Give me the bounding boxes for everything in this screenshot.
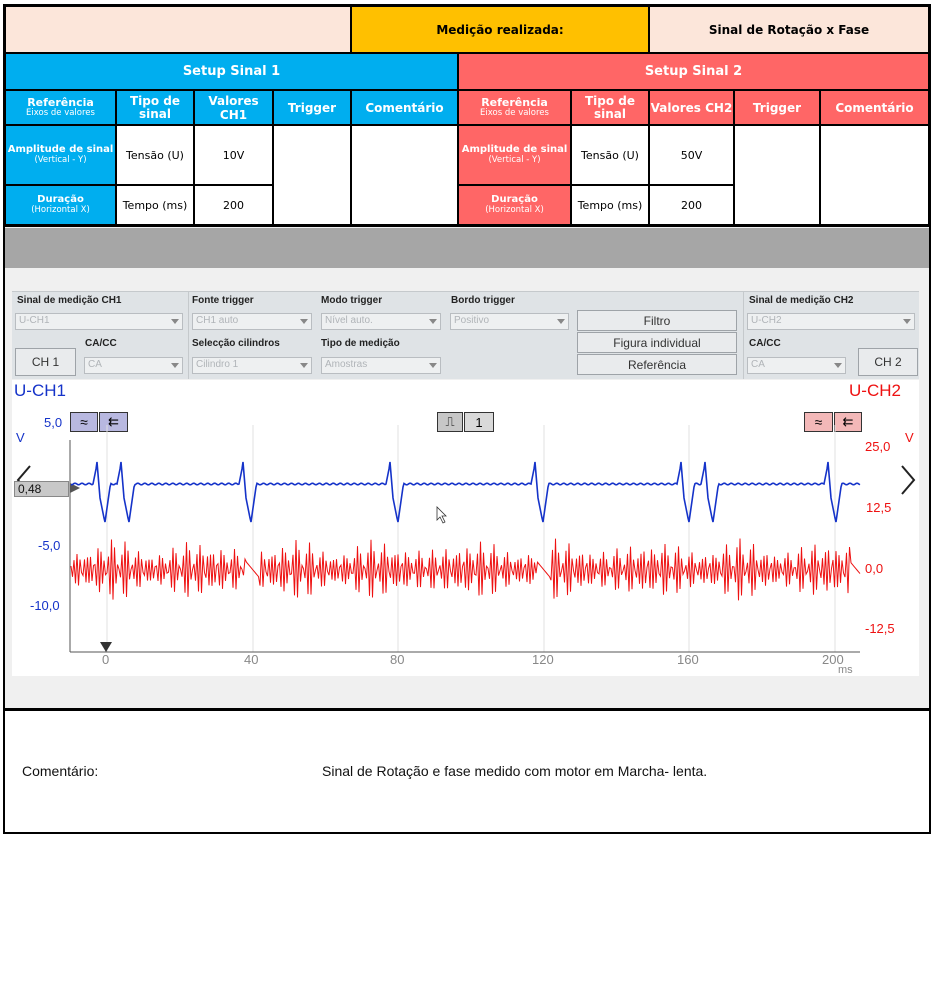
x-tick: 80	[390, 652, 405, 667]
sinal-ch2-label: Sinal de medição CH2	[749, 295, 854, 306]
setup1-comentario-header: Comentário	[351, 90, 458, 125]
ac-wave-icon: ≈	[80, 414, 88, 430]
setup2-ref-header: Referência Eixos de valores	[458, 90, 571, 125]
setup2-duracao-valor: 200	[649, 185, 734, 225]
sinal-ch2-select[interactable]: U-CH2	[747, 313, 915, 330]
ch2-tick: 0,0	[865, 561, 884, 576]
sinal-ch1-label: Sinal de medição CH1	[17, 295, 122, 306]
setup1-trigger-header: Trigger	[273, 90, 351, 125]
grid	[107, 425, 835, 652]
ch2-tick: -12,5	[865, 621, 895, 636]
tipo-medicao-label: Tipo de medição	[321, 338, 400, 349]
ac-wave-icon: ≈	[814, 414, 823, 430]
x-unit: ms	[838, 664, 853, 676]
cilindros-select[interactable]: Cilindro 1	[192, 357, 312, 374]
fonte-trigger-select[interactable]: CH1 auto	[192, 313, 312, 330]
setup1-ref-header: Referência Eixos de valores	[5, 90, 116, 125]
ch1-waveform	[71, 462, 860, 522]
modo-trigger-select[interactable]: Nível auto.	[321, 313, 441, 330]
axis-arrow-icon: ⇇	[108, 414, 119, 429]
ch1-tick: -10,0	[30, 598, 60, 613]
setup1-duracao-ref: Duração (Horizontal X)	[5, 185, 116, 225]
x-tick: 120	[532, 652, 554, 667]
setup2-amplitude-valor: 50V	[649, 125, 734, 185]
setup1-title: Setup Sinal 1	[5, 53, 458, 90]
setup2-duracao-tipo: Tempo (ms)	[571, 185, 649, 225]
setup2-trigger-header: Trigger	[734, 90, 820, 125]
fonte-trigger-label: Fonte trigger	[192, 295, 254, 306]
cacc1-select[interactable]: CA	[84, 357, 183, 374]
cacc2-label: CA/CC	[749, 338, 781, 349]
setup1-amplitude-tipo: Tensão (U)	[116, 125, 194, 185]
trigger-channel-button[interactable]: 1	[464, 412, 494, 432]
setup2-amplitude-tipo: Tensão (U)	[571, 125, 649, 185]
setup2-amplitude-ref: Amplitude de sinal (Vertical - Y)	[458, 125, 571, 185]
setup1-duracao-valor: 200	[194, 185, 273, 225]
cacc1-label: CA/CC	[85, 338, 117, 349]
setup2-tipo-header: Tipo de sinal	[571, 90, 649, 125]
modo-trigger-label: Modo trigger	[321, 295, 383, 306]
setup1-amplitude-ref: Amplitude de sinal (Vertical - Y)	[5, 125, 116, 185]
x-tick: 200	[822, 652, 844, 667]
x-tick: 160	[677, 652, 699, 667]
ch1-tick: -5,0	[38, 538, 61, 553]
measurement-label: Medição realizada:	[351, 6, 649, 53]
ch2-button[interactable]: CH 2	[858, 348, 918, 376]
ch2-tick: 12,5	[866, 500, 892, 515]
ch1-unit: V	[16, 430, 25, 445]
bordo-trigger-select[interactable]: Positivo	[450, 313, 569, 330]
setup1-valores-header: Valores CH1	[194, 90, 273, 125]
setup2-valores-header: Valores CH2	[649, 90, 734, 125]
setup2-duracao-ref: Duração (Horizontal X)	[458, 185, 571, 225]
cilindros-label: Selecção cilindros	[192, 338, 280, 349]
ch2-tick: 25,0	[865, 439, 891, 454]
sinal-ch1-select[interactable]: U-CH1	[15, 313, 183, 330]
mouse-cursor-icon	[437, 507, 446, 523]
setup1-tipo-header: Tipo de sinal	[116, 90, 194, 125]
rising-edge-icon: ⎍	[445, 414, 455, 429]
ch1-button[interactable]: CH 1	[15, 348, 76, 376]
setup1-amplitude-valor: 10V	[194, 125, 273, 185]
trigger-level-marker[interactable]: 0,48	[14, 481, 69, 497]
filtro-button[interactable]: Filtro	[577, 310, 737, 331]
bordo-trigger-label: Bordo trigger	[451, 295, 515, 306]
x-tick: 40	[244, 652, 259, 667]
figura-individual-button[interactable]: Figura individual	[577, 332, 737, 353]
ch2-waveform	[71, 539, 860, 601]
ch2-unit: V	[905, 430, 914, 445]
comment-label: Comentário:	[22, 763, 99, 779]
ch1-name: U-CH1	[14, 381, 66, 400]
ch1-tick: 5,0	[44, 415, 63, 430]
cacc2-select[interactable]: CA	[747, 357, 846, 374]
setup2-title: Setup Sinal 2	[458, 53, 929, 90]
setup2-comentario-header: Comentário	[820, 90, 929, 125]
measurement-value: Sinal de Rotação x Fase	[649, 6, 929, 53]
axis-arrow-icon: ⇇	[842, 414, 854, 429]
referencia-button[interactable]: Referência	[577, 354, 737, 375]
x-tick: 0	[102, 652, 110, 667]
tipo-medicao-select[interactable]: Amostras	[321, 357, 441, 374]
setup1-duracao-tipo: Tempo (ms)	[116, 185, 194, 225]
ch2-name: U-CH2	[849, 381, 901, 400]
trigger-position-marker	[100, 642, 112, 652]
comment-text: Sinal de Rotação e fase medido com motor em Marcha- lenta.	[322, 763, 708, 779]
